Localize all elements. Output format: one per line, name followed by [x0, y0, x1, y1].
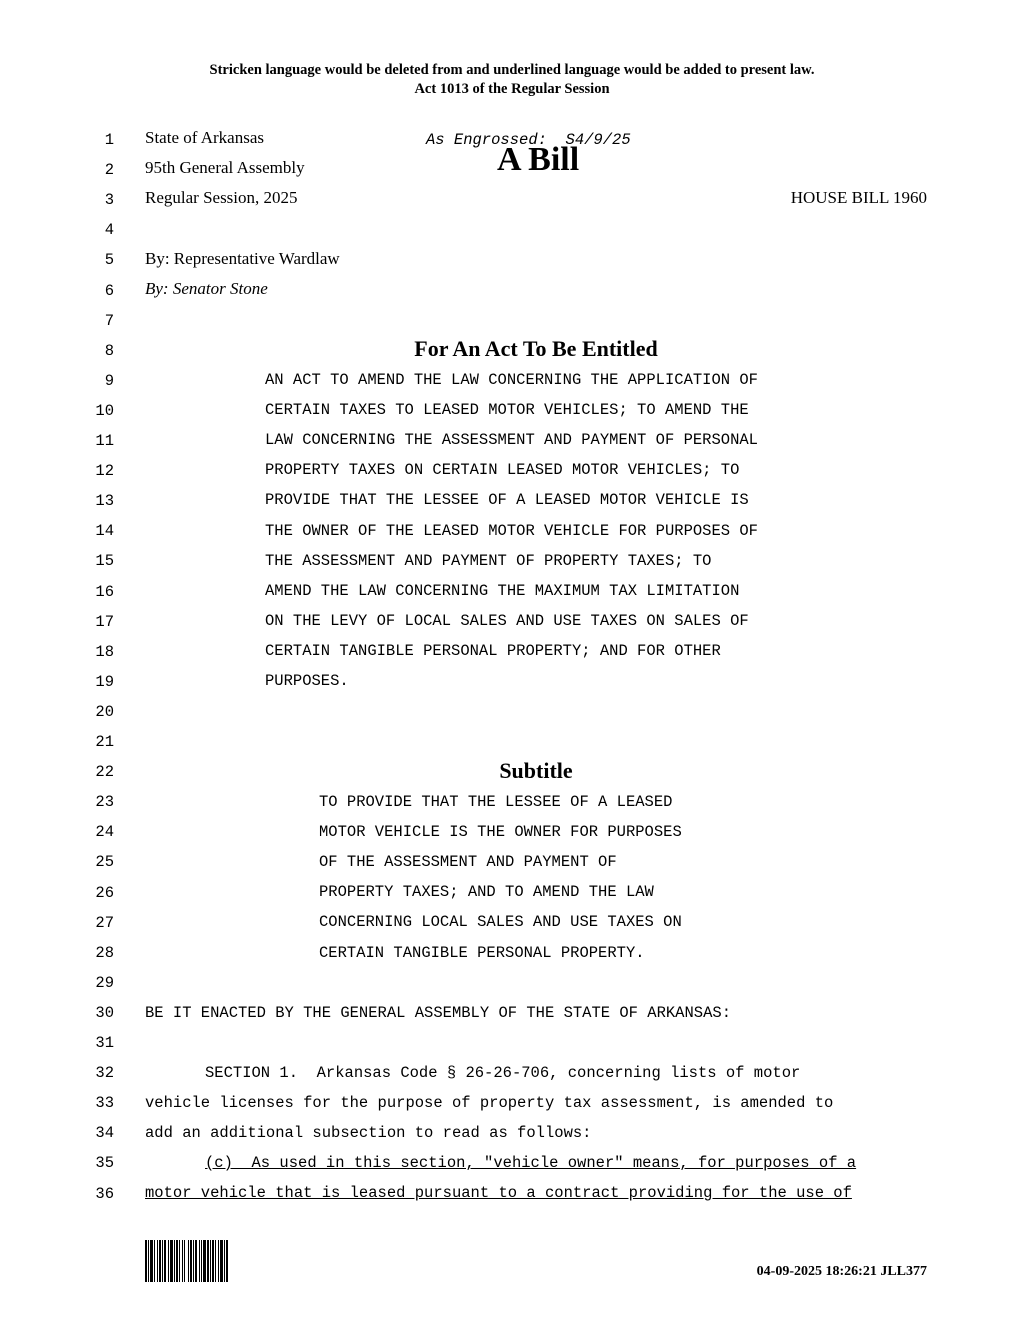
- line-number: 16: [95, 582, 114, 601]
- header-notice: Stricken language would be deleted from and underlined language would be added to present law.: [209, 62, 815, 78]
- line-number: 11: [95, 432, 114, 450]
- document-stamp: 04-09-2025 18:26:21 JLL377: [756, 1264, 927, 1279]
- line-number: 18: [95, 642, 114, 661]
- session: Regular Session, 2025: [145, 188, 298, 207]
- line-number: 35: [95, 1154, 114, 1173]
- line-number: 1: [104, 131, 114, 149]
- line-number: 19: [95, 672, 114, 691]
- entitled-line: PURPOSES.: [265, 672, 349, 690]
- entitled-line: CERTAIN TANGIBLE PERSONAL PROPERTY; AND FOR OTHER: [265, 641, 721, 660]
- entitled-line: THE OWNER OF THE LEASED MOTOR VEHICLE FOR PURPOSES OF: [265, 521, 758, 540]
- line-number: 2: [104, 161, 114, 180]
- section-1-line-3: add an additional subsection to read as follows:: [145, 1124, 592, 1142]
- line-number: 14: [95, 522, 114, 541]
- added-text-line-2: motor vehicle that is leased pursuant to a contract providing for the use of: [145, 1184, 852, 1202]
- barcode-icon: [145, 1240, 274, 1282]
- line-number: 7: [104, 311, 114, 330]
- line-number: 6: [104, 281, 114, 300]
- line-number: 36: [95, 1184, 114, 1203]
- subtitle-line: OF THE ASSESSMENT AND PAYMENT OF: [319, 853, 617, 872]
- line-number: 34: [95, 1124, 114, 1143]
- entitled-line: PROVIDE THAT THE LESSEE OF A LEASED MOTOR VEHICLE IS: [265, 491, 749, 510]
- subtitle-line: PROPERTY TAXES; AND TO AMEND THE LAW: [319, 883, 654, 902]
- sponsor-representative: By: Representative Wardlaw: [145, 249, 340, 268]
- subtitle-line: TO PROVIDE THAT THE LESSEE OF A LEASED: [319, 793, 673, 811]
- line-number: 23: [95, 793, 114, 812]
- line-number: 10: [95, 401, 114, 420]
- line-number: 22: [95, 763, 114, 782]
- line-number: 24: [95, 823, 114, 842]
- line-number: 5: [104, 251, 114, 270]
- line-number: 26: [95, 883, 114, 902]
- line-number: 32: [95, 1064, 114, 1083]
- entitled-line: LAW CONCERNING THE ASSESSMENT AND PAYMENT OF PERSONAL: [265, 431, 758, 450]
- line-number: 20: [95, 702, 114, 721]
- entitled-line: ON THE LEVY OF LOCAL SALES AND USE TAXES ON SALES OF: [265, 611, 749, 630]
- line-number: 31: [95, 1034, 114, 1052]
- line-number: 13: [95, 492, 114, 511]
- subtitle-heading: Subtitle: [499, 758, 573, 783]
- line-number: 4: [104, 221, 114, 240]
- line-number: 29: [95, 973, 114, 992]
- entitled-line: AN ACT TO AMEND THE LAW CONCERNING THE APPLICATION OF: [265, 371, 758, 389]
- engrossed-stamp: As Engrossed: S4/9/25: [426, 131, 631, 149]
- entitled-line: THE ASSESSMENT AND PAYMENT OF PROPERTY TAXES; TO: [265, 551, 712, 570]
- line-number: 30: [95, 1003, 114, 1022]
- line-number: 17: [95, 612, 114, 631]
- line-number: 25: [95, 853, 114, 872]
- line-number: 12: [95, 462, 114, 481]
- subtitle-line: CONCERNING LOCAL SALES AND USE TAXES ON: [319, 913, 682, 932]
- sponsor-senator: By: Senator Stone: [145, 279, 268, 298]
- added-text-line-1: (c) As used in this section, "vehicle owner" means, for purposes of a: [205, 1154, 857, 1172]
- subtitle-line: MOTOR VEHICLE IS THE OWNER FOR PURPOSES: [319, 823, 682, 842]
- barcode-bar: [228, 1240, 230, 1282]
- general-assembly: 95th General Assembly: [145, 158, 305, 177]
- subtitle-line: CERTAIN TANGIBLE PERSONAL PROPERTY.: [319, 943, 645, 962]
- entitled-line: CERTAIN TAXES TO LEASED MOTOR VEHICLES; TO AMEND THE: [265, 401, 749, 420]
- line-number: 33: [95, 1094, 114, 1113]
- entitled-line: PROPERTY TAXES ON CERTAIN LEASED MOTOR VEHICLES; TO: [265, 461, 740, 480]
- header-act: Act 1013 of the Regular Session: [414, 81, 610, 97]
- line-number: 15: [95, 552, 114, 571]
- section-1-line-2: vehicle licenses for the purpose of property tax assessment, is amended to: [145, 1094, 834, 1112]
- entitled-heading: For An Act To Be Entitled: [414, 336, 658, 361]
- bill-title: A Bill: [497, 141, 580, 178]
- line-number: 3: [104, 191, 114, 210]
- section-1-line-1: SECTION 1. Arkansas Code § 26-26-706, concerning lists of motor: [205, 1064, 801, 1082]
- line-number: 28: [95, 943, 114, 962]
- enacting-clause: BE IT ENACTED BY THE GENERAL ASSEMBLY OF THE STATE OF ARKANSAS:: [145, 1004, 731, 1022]
- line-number: 21: [95, 733, 114, 751]
- bill-number: HOUSE BILL 1960: [790, 188, 927, 207]
- line-number: 27: [95, 913, 114, 932]
- entitled-line: AMEND THE LAW CONCERNING THE MAXIMUM TAX LIMITATION: [265, 581, 740, 600]
- line-number: 9: [104, 371, 114, 390]
- state-name: State of Arkansas: [145, 128, 264, 147]
- line-number: 8: [104, 341, 114, 360]
